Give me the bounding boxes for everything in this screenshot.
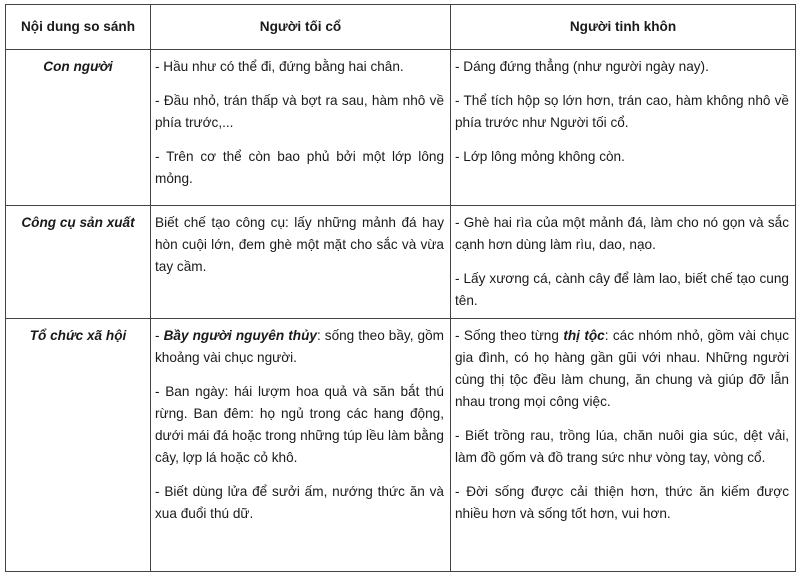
cell-con-nguoi-tinh-khon — [451, 50, 796, 206]
list-item: - Biết dùng lửa để sưởi ấm, nướng thức ăn và xua đuổi thú dữ. — [155, 484, 444, 521]
table-row-con-nguoi — [6, 50, 796, 206]
list-item: - Thể tích hộp sọ lớn hơn, trán cao, hàm không nhô về phía trước như Người tối cổ. — [455, 93, 789, 130]
list-item: - Trên cơ thể còn bao phủ bởi một lớp lông mỏng. — [155, 149, 444, 186]
list-item: - Biết trồng rau, trồng lúa, chăn nuôi gia súc, dệt vải, làm đồ gốm và đồ trang sức như vòng tay, vòng cổ. — [455, 428, 789, 465]
list-item: - Ban ngày: hái lượm hoa quả và săn bắt thú rừng. Ban đêm: họ ngủ trong các hang động, dưới mái đá hoặc trong những túp lều làm bằng cây, lợp lá hoặc cỏ khô. — [155, 384, 444, 465]
table-row-to-chuc — [6, 319, 796, 572]
list-item — [155, 325, 444, 369]
list-item: - Đời sống được cải thiện hơn, thức ăn kiếm được nhiều hơn và sống tốt hơn, vui hơn. — [455, 484, 789, 521]
list-item: - Ghè hai rìa của một mảnh đá, làm cho nó gọn và sắc cạnh hơn dùng làm rìu, dao, nạo. — [455, 215, 789, 252]
list-item: - Hầu như có thể đi, đứng bằng hai chân. — [155, 59, 404, 74]
list-item-text: : các nhóm nhỏ, gồm vài chục gia đình, có họ hàng gần gũi với nhau. Những người cùng thị tộc đều làm chung, ăn chung và giúp đỡ lẫn nhau trong mọi công việc. — [455, 328, 790, 409]
list-item: - Dáng đứng thẳng (như người ngày nay). — [455, 59, 709, 74]
list-item-prefix: - — [155, 328, 164, 343]
cell-cong-cu-tinh-khon — [451, 206, 796, 319]
list-item: Biết chế tạo công cụ: lấy những mảnh đá hay hòn cuội lớn, đem ghè một mặt cho sắc và vừa tay cầm. — [155, 215, 444, 274]
comparison-table — [5, 4, 796, 572]
cell-con-nguoi-toi-co — [151, 50, 451, 206]
list-item-text: : sống theo bầy, gồm khoảng vài chục người. — [155, 328, 444, 365]
list-item: - Đầu nhỏ, trán thấp và bợt ra sau, hàm nhô về phía trước,... — [155, 93, 444, 130]
list-item: - Lớp lông mỏng không còn. — [455, 149, 625, 164]
row-label-con-nguoi: Con người — [6, 50, 151, 206]
term-thi-toc: thị tộc — [563, 328, 605, 343]
header-early-human: Người tối cổ — [151, 5, 451, 50]
header-content-compared: Nội dung so sánh — [6, 5, 151, 50]
header-modern-human: Người tinh khôn — [451, 5, 796, 50]
row-label-cong-cu: Công cụ sản xuất — [6, 206, 151, 319]
table-row-cong-cu — [6, 206, 796, 319]
list-item — [455, 325, 789, 413]
list-item-prefix: - Sống theo từng — [455, 328, 564, 343]
cell-cong-cu-toi-co — [151, 206, 451, 319]
header-row — [6, 5, 796, 50]
cell-to-chuc-toi-co — [151, 319, 451, 572]
row-label-to-chuc: Tổ chức xã hội — [6, 319, 151, 572]
list-item: - Lấy xương cá, cành cây để làm lao, biết chế tạo cung tên. — [455, 271, 789, 308]
term-bay-nguoi: Bầy người nguyên thủy — [163, 328, 317, 343]
cell-to-chuc-tinh-khon — [451, 319, 796, 572]
